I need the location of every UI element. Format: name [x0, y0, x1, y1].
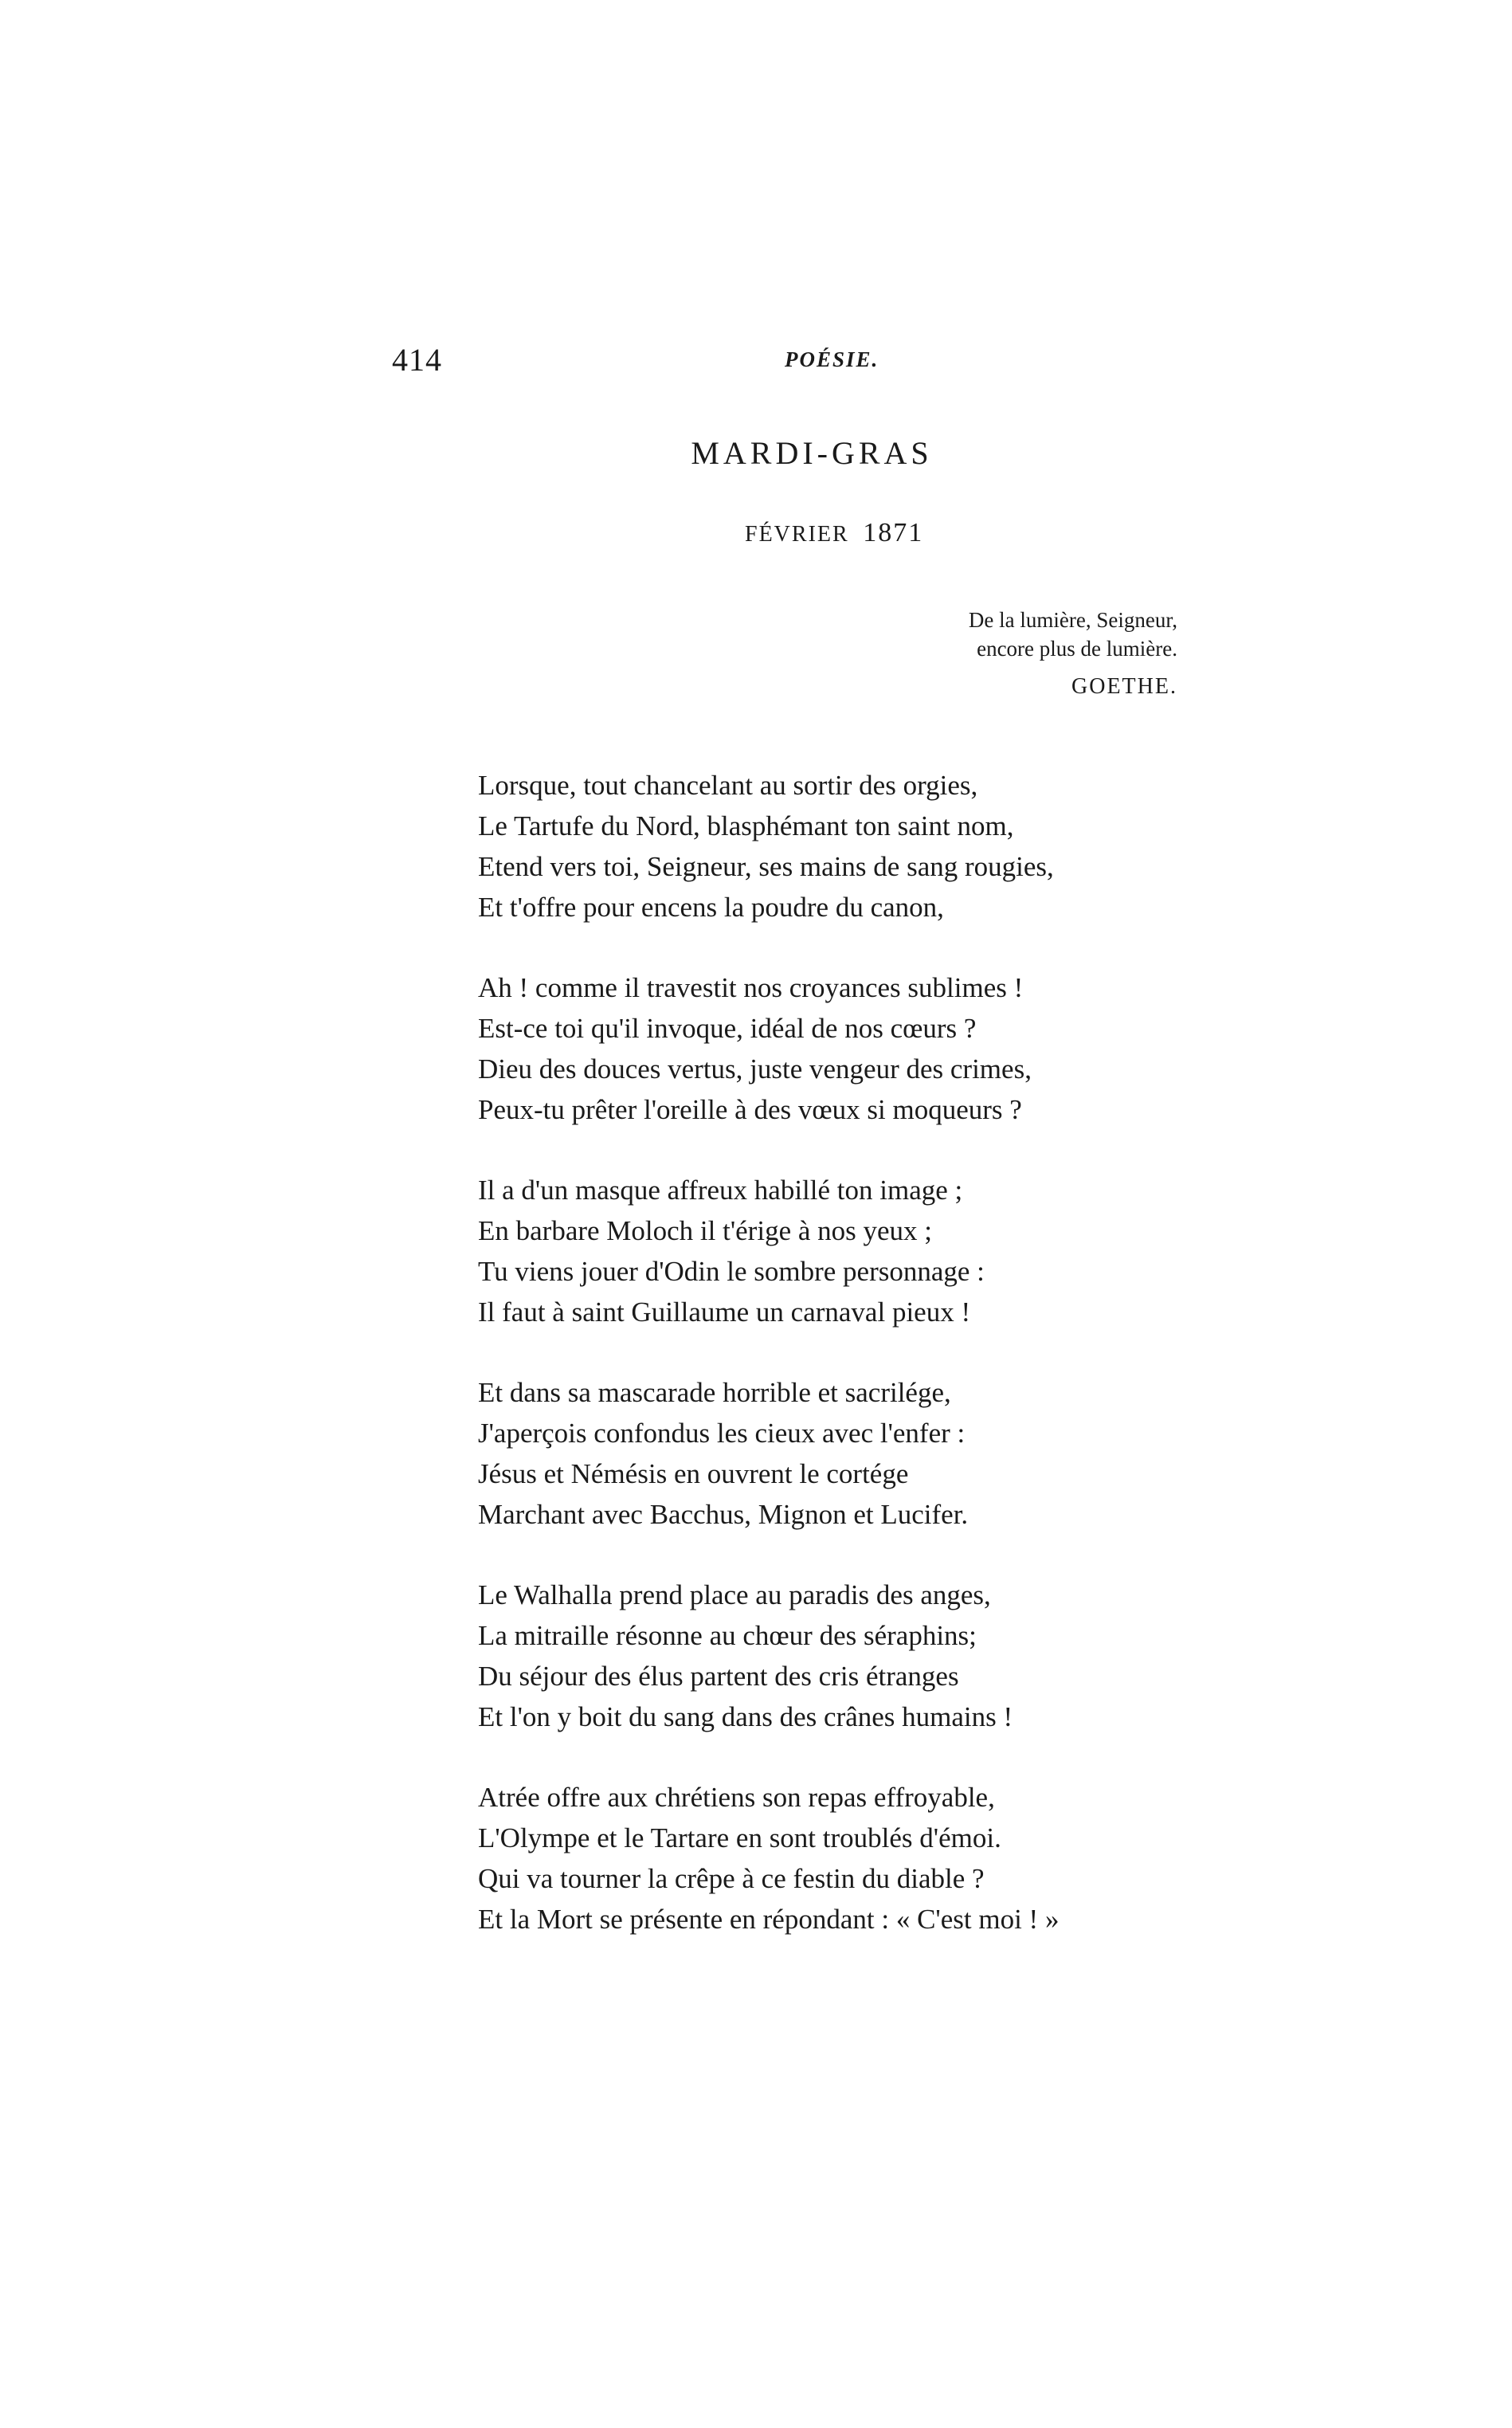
running-head: POÉSIE. [785, 347, 879, 371]
verse-line: Il faut à saint Guillaume un carnaval pieux ! [478, 1296, 971, 1328]
stanza-2 [478, 967, 1275, 1130]
date-month: FÉVRIER [745, 522, 849, 547]
verse-line: Le Tartufe du Nord, blasphémant ton saint nom, [478, 810, 1014, 841]
epigraph-line: De la lumière, Seigneur, [968, 608, 1177, 632]
verse-line: Jésus et Némésis en ouvrent le cortége [478, 1458, 909, 1489]
verse-line: Qui va tourner la crêpe à ce festin du diable ? [478, 1863, 985, 1894]
verse-line: La mitraille résonne au chœur des séraphins; [478, 1620, 977, 1651]
verse-line: Dieu des douces vertus, juste vengeur des crimes, [478, 1053, 1032, 1085]
verse-line: Ah ! comme il travestit nos croyances sublimes ! [478, 972, 1024, 1003]
verse-line: Tu viens jouer d'Odin le sombre personnage : [478, 1256, 985, 1287]
verse-line: Et t'offre pour encens la poudre du canon, [478, 892, 944, 923]
verse-line: Est-ce toi qu'il invoque, idéal de nos cœurs ? [478, 1013, 977, 1044]
poem-body [478, 765, 1275, 1979]
page-number: 414 [392, 342, 442, 378]
poem-date [745, 518, 923, 548]
stanza-6 [478, 1777, 1275, 1940]
verse-line: Peux-tu prêter l'oreille à des vœux si moqueurs ? [478, 1094, 1022, 1125]
epigraph [795, 606, 1177, 701]
verse-line: Et l'on y boit du sang dans des crânes humains ! [478, 1701, 1013, 1732]
stanza-5 [478, 1575, 1275, 1737]
date-year: 1871 [863, 518, 924, 547]
verse-line: L'Olympe et le Tartare en sont troublés d'émoi. [478, 1822, 1001, 1853]
verse-line: J'aperçois confondus les cieux avec l'enfer : [478, 1418, 966, 1449]
stanza-4 [478, 1372, 1275, 1535]
verse-line: Et la Mort se présente en répondant : « C'est moi ! » [478, 1904, 1060, 1935]
verse-line: Il a d'un masque affreux habillé ton image ; [478, 1175, 963, 1206]
verse-line: Le Walhalla prend place au paradis des anges, [478, 1579, 991, 1610]
verse-line: En barbare Moloch il t'érige à nos yeux ; [478, 1215, 933, 1246]
verse-line: Lorsque, tout chancelant au sortir des orgies, [478, 770, 978, 801]
stanza-3 [478, 1170, 1275, 1332]
verse-line: Etend vers toi, Seigneur, ses mains de sang rougies, [478, 851, 1054, 882]
epigraph-line: encore plus de lumière. [977, 637, 1177, 661]
poem-title: MARDI-GRAS [691, 435, 933, 471]
epigraph-author: GOETHE. [1071, 674, 1177, 699]
verse-line: Du séjour des élus partent des cris étranges [478, 1661, 959, 1692]
verse-line: Marchant avec Bacchus, Mignon et Lucifer. [478, 1499, 969, 1530]
verse-line: Et dans sa mascarade horrible et sacrilége, [478, 1377, 951, 1408]
stanza-1 [478, 765, 1275, 928]
verse-line: Atrée offre aux chrétiens son repas effroyable, [478, 1782, 995, 1813]
